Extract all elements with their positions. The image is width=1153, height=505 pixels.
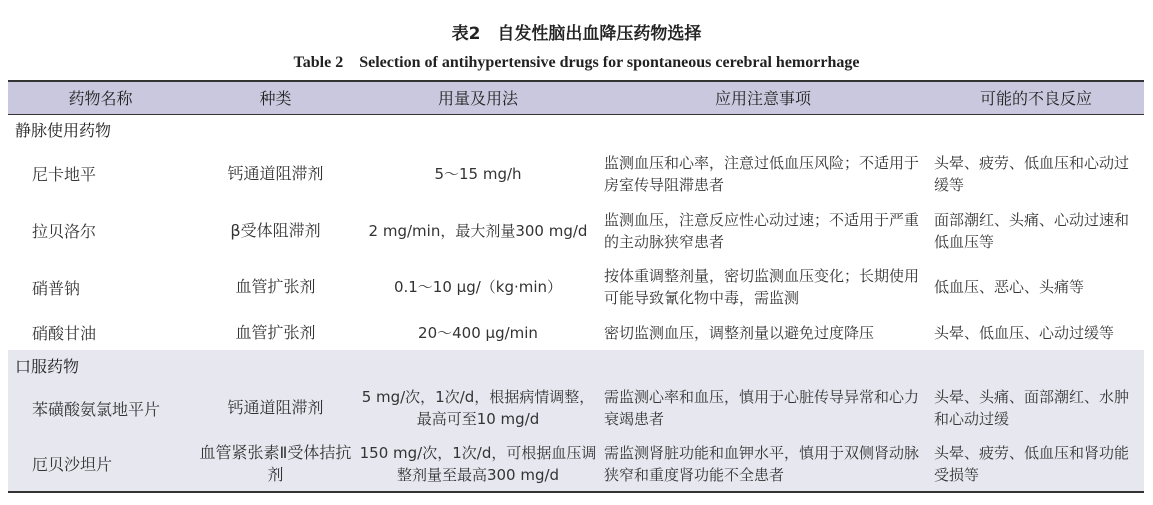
drug-adverse: 头晕、疲劳、低血压和心动过缓等 (934, 153, 1130, 194)
section-label: 口服药物 (15, 356, 80, 376)
drug-name: 硝酸甘油 (32, 324, 97, 343)
section-row-iv (8, 114, 1144, 145)
drug-adverse: 低血压、恶心、头痛等 (934, 278, 1085, 296)
table-row (8, 380, 1144, 436)
drug-category: β受体阻滞剂 (230, 220, 321, 240)
header-category: 种类 (193, 81, 358, 114)
table-title-cn: 表2 自发性脑出血降压药物选择 (451, 24, 702, 44)
drug-dosage: 150 mg/次，1次/d，可根据血压调整剂量至最高300 mg/d (358, 436, 598, 492)
drug-dosage: 2 mg/min，最大剂量300 mg/d (368, 221, 588, 240)
header-adverse-reactions: 可能的不良反应 (928, 81, 1144, 114)
drug-category: 钙通道阻滞剂 (227, 163, 324, 183)
section-row-oral (8, 350, 1144, 380)
table-title-en: Table 2 Selection of antihypertensive drugs for spontaneous cerebral hemorrhage (293, 54, 860, 71)
drug-precautions: 密切监测血压，调整剂量以避免过度降压 (604, 323, 875, 342)
drug-dosage: 20～400 μg/min (418, 323, 538, 342)
drug-precautions: 需监测肾脏功能和血钾水平，慎用于双侧肾动脉狭窄和重度肾功能不全患者 (598, 436, 928, 492)
header-precautions: 应用注意事项 (598, 81, 928, 114)
drug-dosage: 5 mg/次，1次/d，根据病情调整，最高可至10 mg/d (361, 388, 595, 428)
drug-table (8, 80, 1144, 493)
drug-precautions: 需监测心率和血压，慎用于心脏传导异常和心力衰竭患者 (604, 388, 920, 428)
section-label: 静脉使用药物 (15, 121, 112, 141)
drug-name: 硝普钠 (32, 278, 81, 298)
drug-precautions: 按体重调整剂量，密切监测血压变化；长期使用可能导致氰化物中毒，需监测 (604, 267, 920, 307)
drug-precautions: 监测血压和心率，注意过低血压风险；不适用于房室传导阻滞患者 (604, 153, 920, 194)
drug-adverse: 头晕、疲劳、低血压和肾功能受损等 (928, 436, 1144, 492)
table-row (8, 436, 1144, 492)
header-row (8, 81, 1144, 114)
table-row (8, 259, 1144, 315)
table-row (8, 202, 1144, 259)
drug-adverse: 头晕、头痛、面部潮红、水肿和心动过缓 (934, 388, 1130, 428)
drug-name: 拉贝洛尔 (32, 222, 97, 241)
drug-name: 尼卡地平 (32, 165, 97, 184)
drug-category: 钙通道阻滞剂 (227, 398, 324, 417)
drug-adverse: 头晕、低血压、心动过缓等 (934, 323, 1115, 342)
table-row (8, 145, 1144, 202)
drug-category: 血管扩张剂 (235, 322, 316, 342)
table-row (8, 315, 1144, 350)
drug-dosage: 0.1～10 μg/（kg·min） (393, 278, 563, 296)
header-drug-name: 药物名称 (8, 81, 193, 114)
drug-name: 厄贝沙坦片 (8, 436, 193, 492)
drug-dosage: 5～15 mg/h (434, 164, 522, 183)
drug-category: 血管扩张剂 (235, 277, 316, 296)
drug-category: 血管紧张素Ⅱ受体拮抗剂 (193, 436, 358, 492)
header-dosage: 用量及用法 (358, 81, 598, 114)
drug-name: 苯磺酸氨氯地平片 (32, 399, 161, 419)
drug-precautions: 监测血压，注意反应性心动过速；不适用于严重的主动脉狭窄患者 (604, 210, 920, 251)
drug-adverse: 面部潮红、头痛、心动过速和低血压等 (934, 210, 1130, 251)
